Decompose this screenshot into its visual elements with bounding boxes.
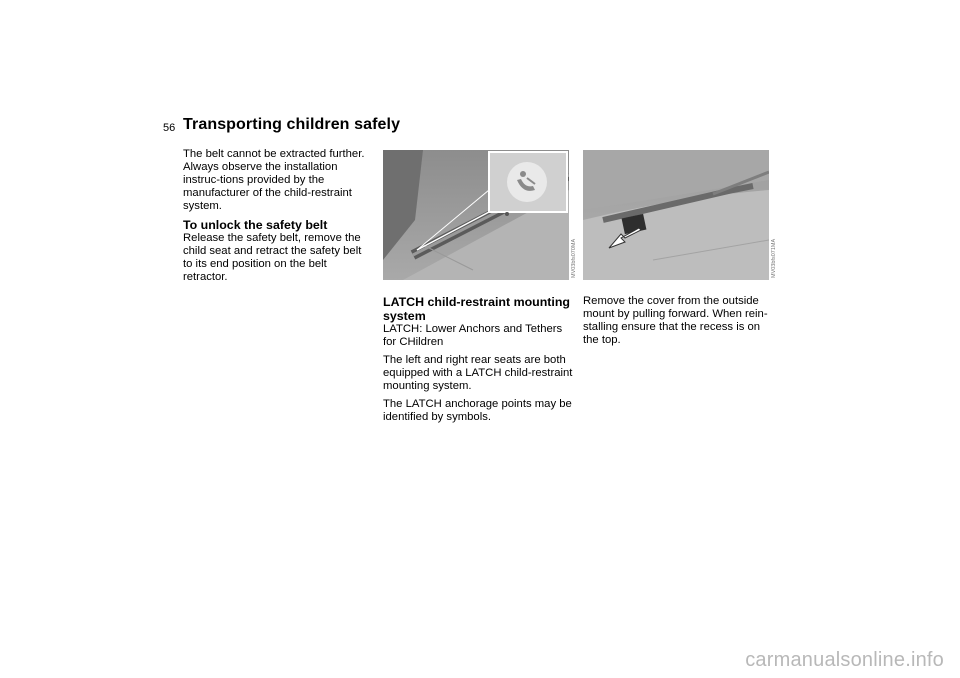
latch-paragraph: LATCH: Lower Anchors and Tethers for CHildren (383, 323, 563, 348)
image-code: MV03bfs070MA (571, 238, 577, 278)
page-title: Transporting children safely (183, 116, 401, 133)
seat-cover-photo (583, 150, 769, 280)
seat-latch-illustration (383, 150, 569, 280)
latch-heading: LATCH child-restraint mounting system (383, 295, 570, 323)
intro-paragraph: The belt cannot be extracted further. Always observe the installation instruc-tions provided by the manufacturer of the child-restraint system. (183, 148, 365, 212)
footer-watermark: carmanualsonline.info (745, 649, 944, 671)
seat-cover-illustration (583, 150, 769, 280)
middle-column (383, 295, 575, 429)
left-column (183, 148, 373, 289)
cover-removal-paragraph: Remove the cover from the outside mount by pulling forward. When rein-stalling ensure that the recess is on the top. (583, 295, 768, 346)
image-code: MV03bfs071MA (771, 238, 777, 278)
seat-latch-photo (383, 150, 569, 280)
unlock-belt-heading: To unlock the safety belt (183, 218, 328, 232)
right-column (583, 295, 775, 352)
page-number: 56 (163, 122, 176, 134)
unlock-belt-paragraph: Release the safety belt, remove the child seat and retract the safety belt to its end position on the belt retractor. (183, 232, 362, 283)
latch-paragraph: The left and right rear seats are both equipped with a LATCH child-restraint mounting system. (383, 354, 573, 392)
latch-paragraph: The LATCH anchorage points may be identified by symbols. (383, 398, 572, 423)
